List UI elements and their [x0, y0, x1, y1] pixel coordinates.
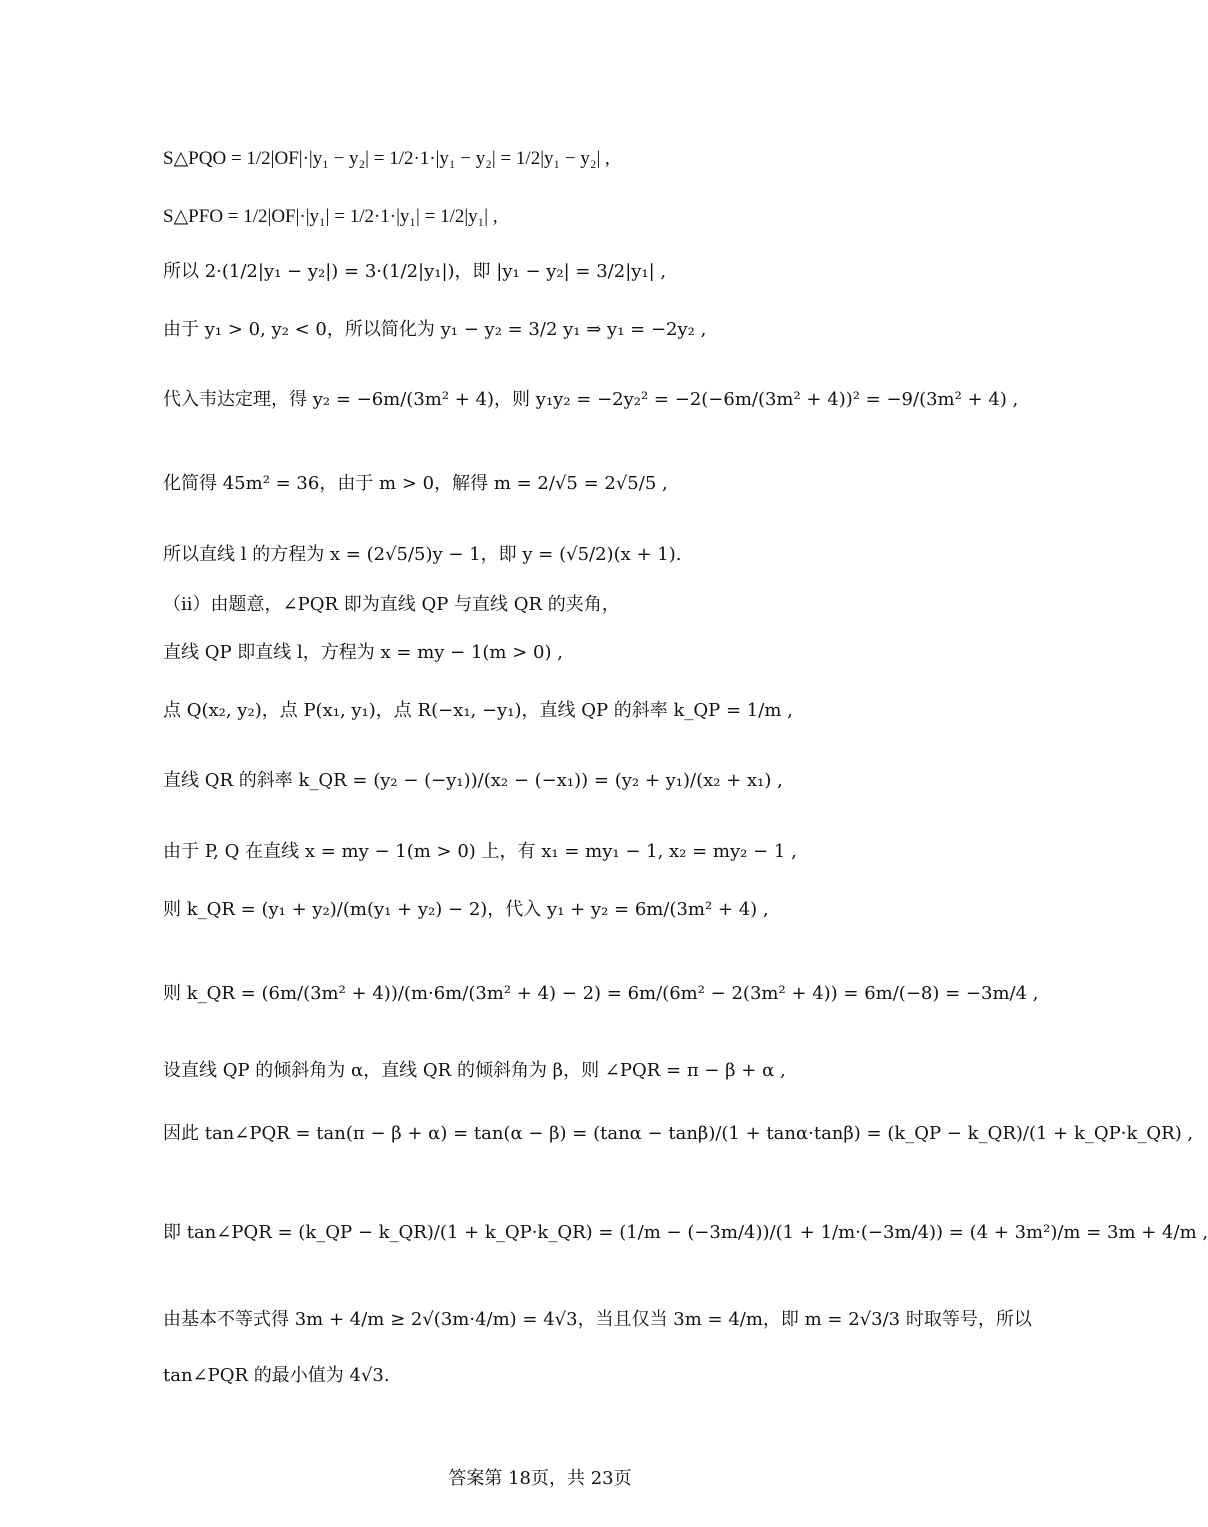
solution-line: 代入韦达定理，得 y₂ = −6m/(3m² + 4)，则 y₁y₂ = −2y₂² = −2(−6m/(3m² + 4))² = −9/(3m² + 4) , [163, 389, 1019, 410]
solution-line: 直线 QR 的斜率 k_QR = (y₂ − (−y₁))/(x₂ − (−x₁)) = (y₂ + y₁)/(x₂ + x₁) , [163, 770, 783, 791]
solution-line: 因此 tan∠PQR = tan(π − β + α) = tan(α − β) = (tanα − tanβ)/(1 + tanα·tanβ) = (k_QP − k_QR)/(1 + k_QP·k_QR) , [163, 1123, 1194, 1144]
solution-line: 化简得 45m² = 36，由于 m > 0，解得 m = 2/√5 = 2√5/5 , [163, 473, 668, 494]
solution-line: 则 k_QR = (y₁ + y₂)/(m(y₁ + y₂) − 2)，代入 y₁ + y₂ = 6m/(3m² + 4) , [163, 899, 769, 920]
solution-line: S△PQO = 1/2|OF|·|y₁ − y₂| = 1/2·1·|y₁ − y₂| = 1/2|y₁ − y₂| , [163, 148, 610, 169]
solution-line: 所以直线 l 的方程为 x = (2√5/5)y − 1，即 y = (√5/2)(x + 1). [163, 544, 682, 565]
solution-line: S△PFO = 1/2|OF|·|y₁| = 1/2·1·|y₁| = 1/2|y₁| , [163, 206, 498, 227]
solution-line: 则 k_QR = (6m/(3m² + 4))/(m·6m/(3m² + 4) − 2) = 6m/(6m² − 2(3m² + 4)) = 6m/(−8) = −3m/4 , [163, 983, 1039, 1004]
solution-line: 由于 P, Q 在直线 x = my − 1(m > 0) 上，有 x₁ = my₁ − 1, x₂ = my₂ − 1 , [163, 841, 797, 862]
solution-line: 所以 2·(1/2|y₁ − y₂|) = 3·(1/2|y₁|)，即 |y₁ − y₂| = 3/2|y₁| , [163, 261, 667, 282]
solution-line: （ii）由题意，∠PQR 即为直线 QP 与直线 QR 的夹角， [163, 594, 620, 615]
solution-line: tan∠PQR 的最小值为 4√3. [163, 1365, 390, 1386]
solution-line: 由于 y₁ > 0, y₂ < 0，所以简化为 y₁ − y₂ = 3/2 y₁ ⇒ y₁ = −2y₂ , [163, 319, 707, 340]
page-footer: 答案第 18页，共 23页 [448, 1468, 632, 1489]
solution-line: 设直线 QP 的倾斜角为 α，直线 QR 的倾斜角为 β，则 ∠PQR = π − β + α , [163, 1060, 786, 1081]
solution-line: 直线 QP 即直线 l，方程为 x = my − 1(m > 0) , [163, 642, 563, 663]
solution-line: 由基本不等式得 3m + 4/m ≥ 2√(3m·4/m) = 4√3，当且仅当 3m = 4/m，即 m = 2√3/3 时取等号，所以 [163, 1309, 1032, 1330]
solution-line: 即 tan∠PQR = (k_QP − k_QR)/(1 + k_QP·k_QR) = (1/m − (−3m/4))/(1 + 1/m·(−3m/4)) = (4 + 3m²)/m = 3m + 4/m , [163, 1222, 1208, 1243]
solution-line: 点 Q(x₂, y₂)，点 P(x₁, y₁)，点 R(−x₁, −y₁)，直线 QP 的斜率 k_QP = 1/m , [163, 700, 793, 721]
